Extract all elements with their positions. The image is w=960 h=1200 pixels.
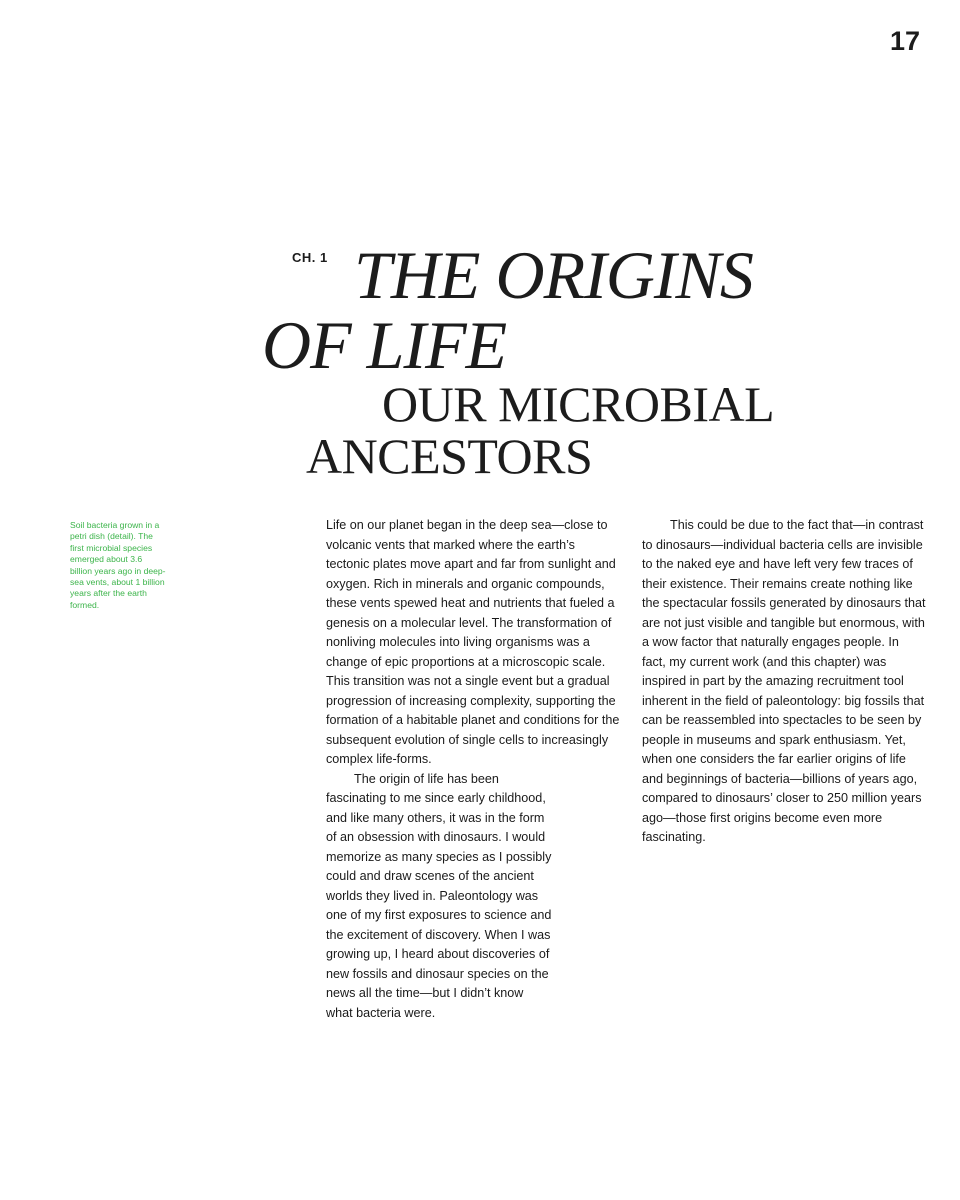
chapter-title-line-2: OF LIFE: [262, 307, 507, 383]
body-paragraph-2: The origin of life has been fascinating to me since early childhood, and like many others, it was in the form of an obsession with dinosaurs. I would memorize as many species as I possibly could and draw scenes of the ancient worlds they lived in. Paleontology was one of my first exposures to science and the excitement of discovery. When I was growing up, I heard about discoveries of new fossils and dinosaur species on the news all the time—but I didn’t know what bacteria were.: [326, 771, 552, 1020]
page-number: 17: [889, 26, 920, 56]
chapter-title-line-1: THE ORIGINS: [354, 237, 753, 313]
chapter-subtitle-line-2: ANCESTORS: [306, 428, 593, 484]
body-paragraph-1: Life on our planet began in the deep sea—close to volcanic vents that marked where the earth’s tectonic plates move apart and far from sunlight and oxygen. Rich in minerals and organic compounds, these vents spewed heat and nutrients that fueled a genesis on a molecular level. The transformation of nonliving molecules into living organisms was a change of epic proportions at a microscopic scale. This transition was not a single event but a gradual progression of increasing complexity, supporting the formation of a habitable planet and conditions for the subsequent evolution of single cells to increasingly complex life-forms.: [326, 518, 620, 766]
chapter-subtitle-line-1: OUR MICROBIAL: [382, 376, 775, 432]
body-column-right: [642, 516, 926, 848]
chapter-label: CH. 1: [292, 250, 328, 265]
chapter-title: [262, 237, 822, 383]
body-paragraph-3: This could be due to the fact that—in contrast to dinosaurs—individual bacteria cells are invisible to the naked eye and have left very few traces of their existence. Their remains create nothing like the spectacular fossils generated by dinosaurs that are not just visible and tangible but enormous, with a wow factor that naturally engages people. In fact, my current work (and this chapter) was inspired in part by the amazing recruitment tool inherent in the field of paleontology: big fossils that can be reassembled into spectacles to be seen by people in museums and spark enthusiasm. Yet, when one considers the far earlier origins of life and beginnings of bacteria—billions of years ago, compared to dinosaurs’ closer to 250 million years ago—those first origins become even more fascinating.: [642, 518, 926, 844]
chapter-subtitle: [306, 378, 786, 482]
image-caption: Soil bacteria grown in a petri dish (detail). The first microbial species emerged about 3.6 billion years ago in deep-sea vents, about 1 billion years after the earth formed.: [70, 520, 166, 610]
body-column-left: [326, 516, 620, 1023]
